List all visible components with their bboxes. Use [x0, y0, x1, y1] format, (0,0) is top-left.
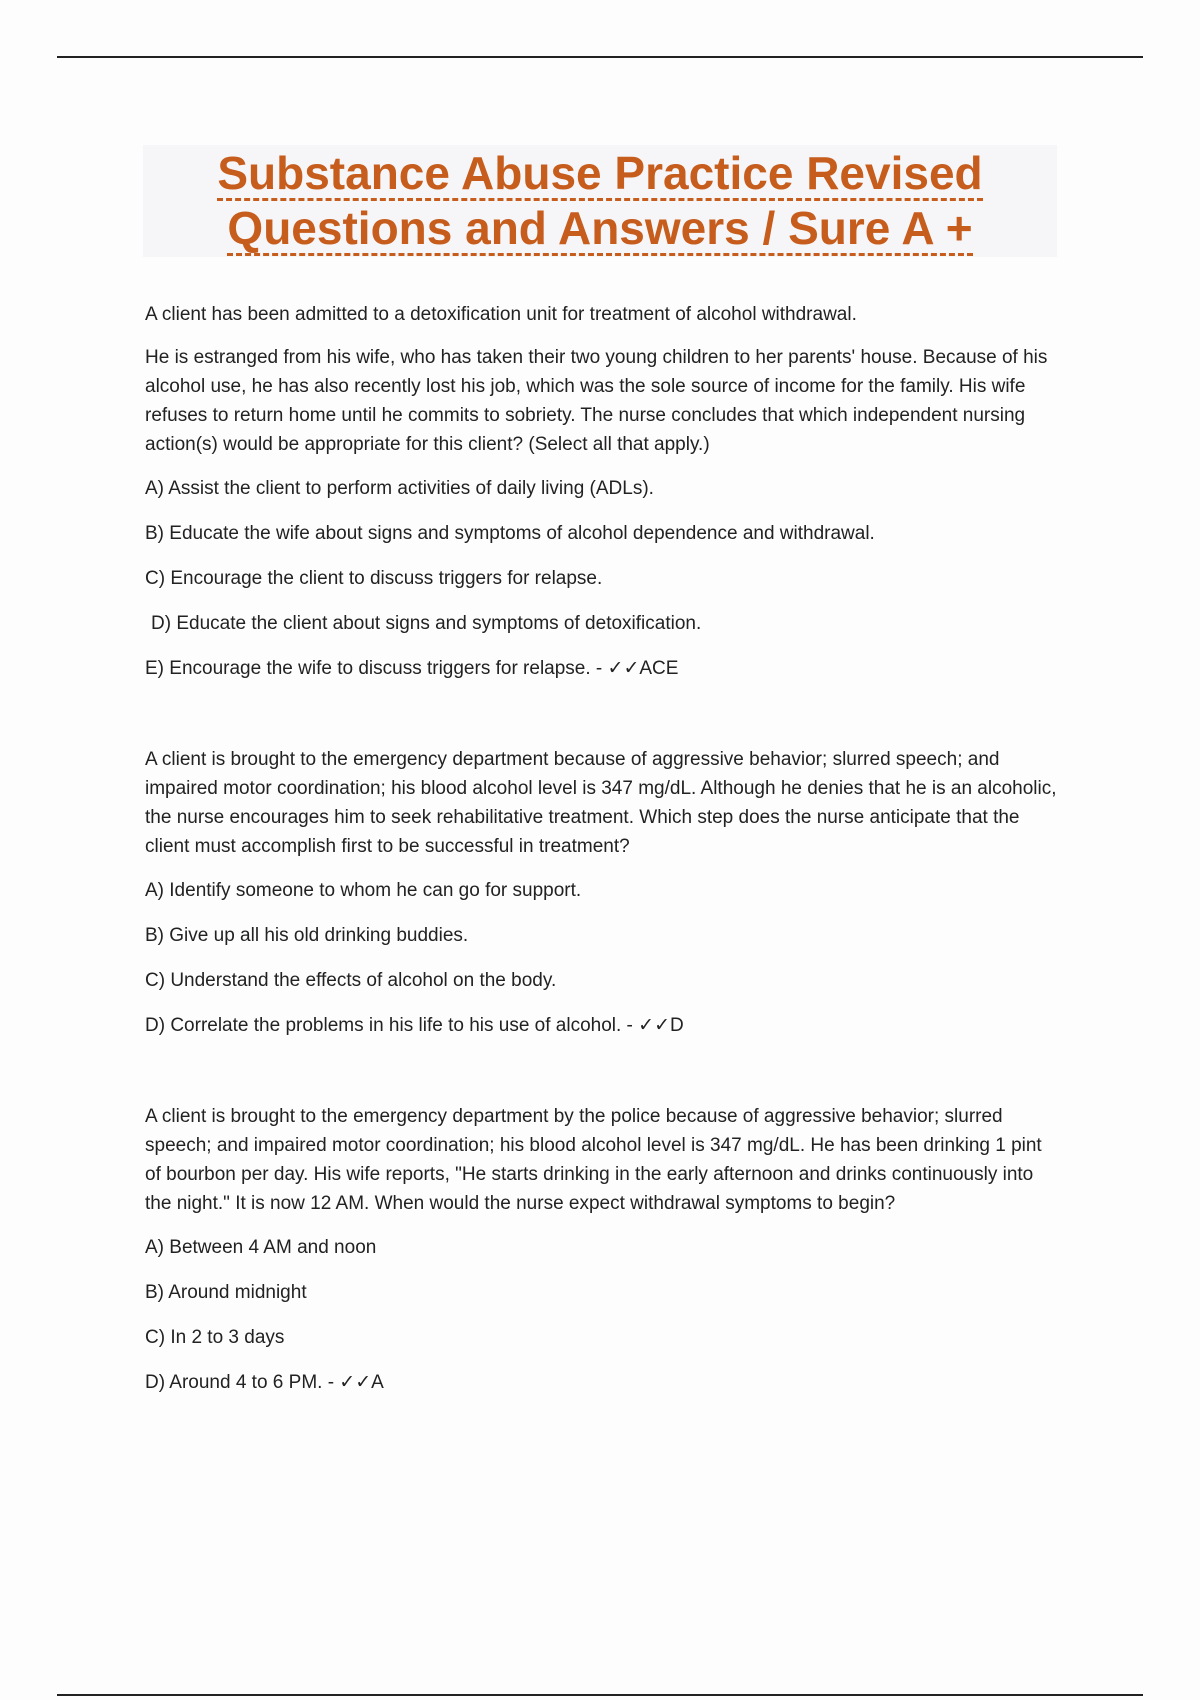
answer-option-c: C) In 2 to 3 days: [145, 1327, 285, 1348]
document-body: [145, 300, 1060, 1397]
question-2: [145, 745, 1060, 1040]
question-stem: He is estranged from his wife, who has taken their two young children to her parents' house. Because of his alcohol use, he has also recently lost his job, which was the sole source of income for the family. His wife refuses to return home until he commits to sobriety. The nurse concludes that which independent nursing action(s) would be appropriate for this client? (Select all that apply.): [145, 347, 1048, 455]
answer-option-c: C) Encourage the client to discuss triggers for relapse.: [145, 568, 603, 589]
question-stem: A client is brought to the emergency department by the police because of aggressive behavior; slurred speech; and impaired motor coordination; his blood alcohol level is 347 mg/dL. He has been drinking 1 pint of bourbon per day. His wife reports, "He starts drinking in the early afternoon and drinks continuously into the night." It is now 12 AM. When would the nurse expect withdrawal symptoms to begin?: [145, 1106, 1042, 1214]
answer-option-c: C) Understand the effects of alcohol on the body.: [145, 970, 557, 991]
title-banner: [143, 145, 1057, 257]
answer-option-b: B) Give up all his old drinking buddies.: [145, 925, 469, 946]
answer-option-b: B) Around midnight: [145, 1282, 307, 1303]
answer-option-d-with-key: D) Correlate the problems in his life to his use of alcohol. - ✓✓D: [145, 1015, 684, 1036]
document-title-line-1: Substance Abuse Practice Revised: [217, 147, 983, 199]
answer-option-e-with-key: E) Encourage the wife to discuss triggers for relapse. - ✓✓ACE: [145, 658, 679, 679]
answer-option-a: A) Identify someone to whom he can go for support.: [145, 880, 582, 901]
document-title-line-2: Questions and Answers / Sure A +: [227, 202, 973, 254]
answer-option-a: A) Assist the client to perform activities of daily living (ADLs).: [145, 478, 654, 499]
question-3: [145, 1102, 1060, 1397]
question-1: [145, 300, 1060, 683]
header-rule: [57, 56, 1143, 58]
footer-rule: [57, 1694, 1143, 1696]
question-stem: A client is brought to the emergency department because of aggressive behavior; slurred speech; and impaired motor coordination; his blood alcohol level is 347 mg/dL. Although he denies that he is an alcoholic, the nurse encourages him to seek rehabilitative treatment. Which step does the nurse anticipate that the client must accomplish first to be successful in treatment?: [145, 749, 1057, 857]
answer-option-a: A) Between 4 AM and noon: [145, 1237, 377, 1258]
question-intro: A client has been admitted to a detoxification unit for treatment of alcohol withdrawal.: [145, 304, 857, 325]
answer-option-d-with-key: D) Around 4 to 6 PM. - ✓✓A: [145, 1372, 384, 1393]
answer-option-b: B) Educate the wife about signs and symptoms of alcohol dependence and withdrawal.: [145, 523, 875, 544]
answer-option-d: D) Educate the client about signs and symptoms of detoxification.: [151, 613, 702, 634]
